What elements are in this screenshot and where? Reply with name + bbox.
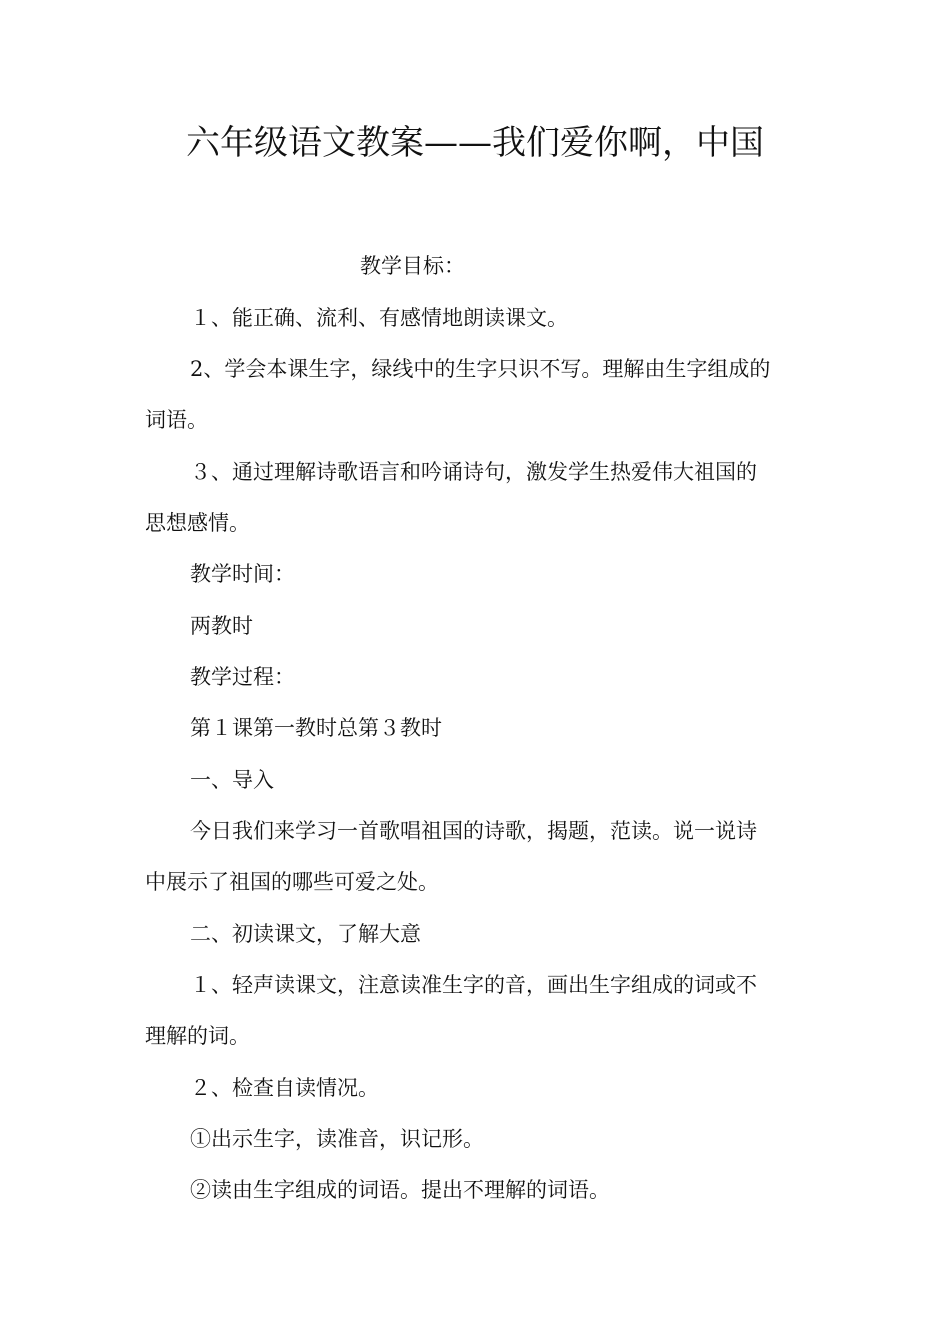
section-heading-process: 教学过程： <box>190 665 295 689</box>
step-heading-intro: 一、导入 <box>190 768 274 792</box>
objective-3: ３、通过理解诗歌语言和吟诵诗句，激发学生热爱伟大祖国的 <box>190 460 757 484</box>
section-heading-time: 教学时间： <box>190 562 295 586</box>
first-reading-item-1-continued: 理解的词。 <box>145 1024 250 1048</box>
objective-3-continued: 思想感情。 <box>145 511 250 535</box>
intro-paragraph-continued: 中展示了祖国的哪些可爱之处。 <box>145 870 439 894</box>
first-reading-item-2: ２、检查自读情况。 <box>190 1076 379 1100</box>
objective-1: １、能正确、流利、有感情地朗读课文。 <box>190 306 568 330</box>
first-reading-subitem-1: ①出示生字，读准音，识记形。 <box>190 1127 484 1151</box>
first-reading-subitem-2: ②读由生字组成的词语。提出不理解的词语。 <box>190 1178 610 1202</box>
section-heading-objectives: 教学目标： <box>360 254 465 278</box>
objective-2: 2、学会本课生字，绿线中的生字只识不写。理解由生字组成的 <box>190 357 771 381</box>
objective-2-continued: 词语。 <box>145 408 208 432</box>
document-title: 六年级语文教案——我们爱你啊，中国 <box>186 123 764 163</box>
lesson-session-info: 第１课第一教时总第３教时 <box>190 716 442 740</box>
intro-paragraph: 今日我们来学习一首歌唱祖国的诗歌，揭题，范读。说一说诗 <box>190 819 757 843</box>
step-heading-first-reading: 二、初读课文，了解大意 <box>190 922 421 946</box>
teaching-time-value: 两教时 <box>190 614 253 638</box>
first-reading-item-1: １、轻声读课文，注意读准生字的音，画出生字组成的词或不 <box>190 973 757 997</box>
